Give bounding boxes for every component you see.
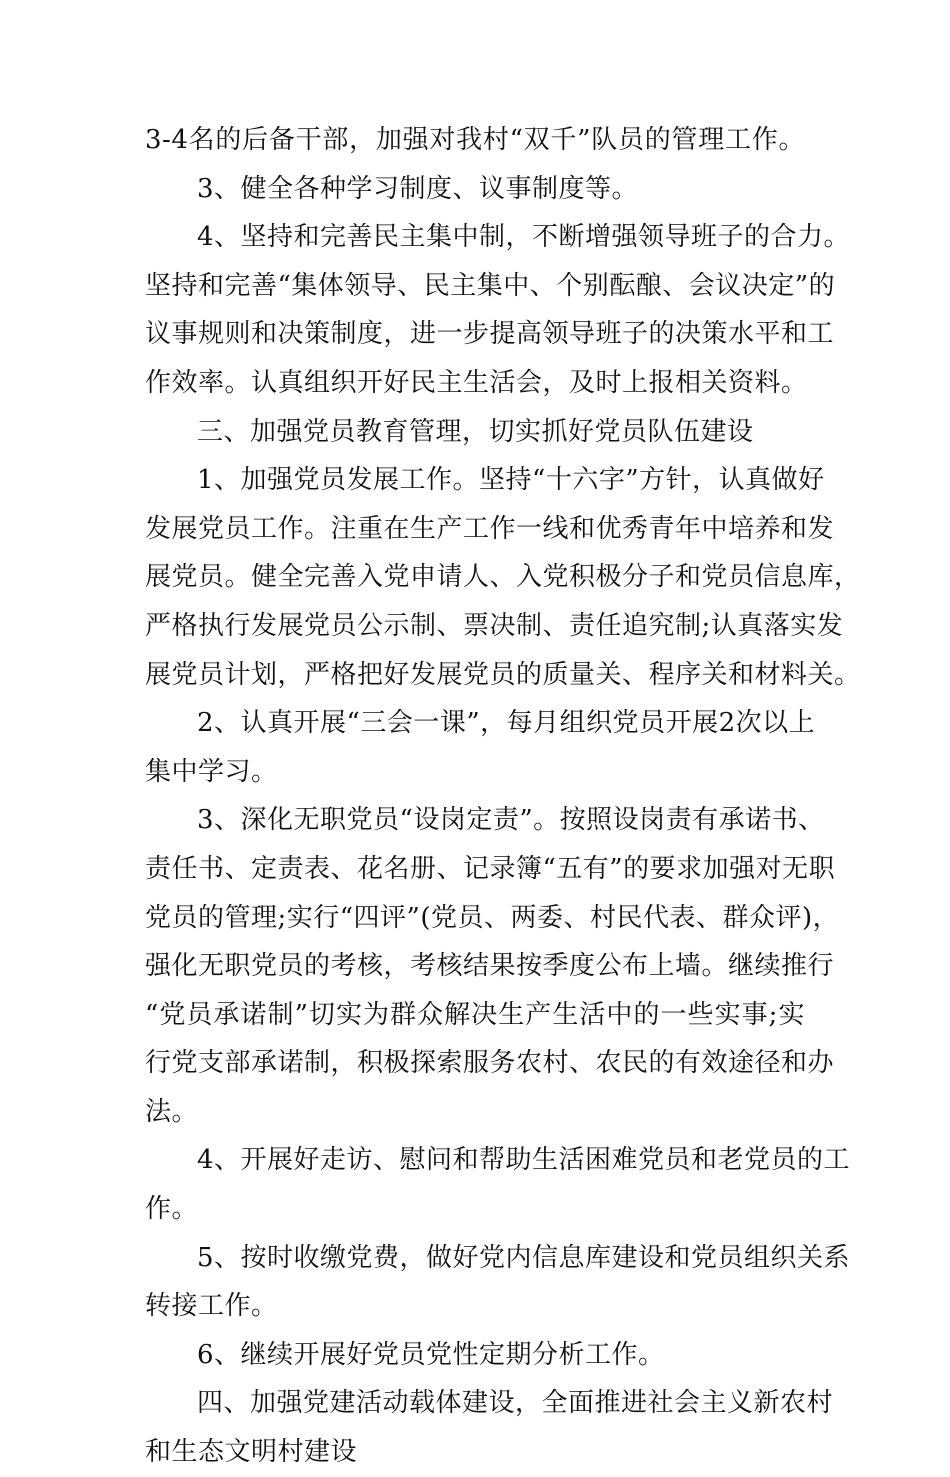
text-line: 议事规则和决策制度，进一步提高领导班子的决策水平和工 <box>145 319 835 350</box>
text-line: 集中学习。 <box>145 756 278 787</box>
text-line: 5、按时收缴党费，做好党内信息库建设和党员组织关系 <box>197 1242 851 1273</box>
text-line: 展党员计划，严格把好发展党员的质量关、程序关和材料关。 <box>145 659 861 690</box>
text-line: 作。 <box>145 1194 199 1225</box>
text-line: 作效率。认真组织开好民主生活会，及时上报相关资料。 <box>145 367 808 398</box>
text-line: 3-4名的后备干部，加强对我村“双千”队员的管理工作。 <box>145 125 805 155</box>
text-line: 四、加强党建活动载体建设，全面推进社会主义新农村 <box>197 1388 834 1419</box>
text-line: 强化无职党员的考核，考核结果按季度公布上墙。继续推行 <box>145 951 835 982</box>
text-line: 3、深化无职党员“设岗定责”。按照设岗责有承诺书、 <box>197 805 825 836</box>
text-line: 发展党员工作。注重在生产工作一线和优秀青年中培养和发 <box>145 513 835 544</box>
text-line: 责任书、定责表、花名册、记录簿“五有”的要求加强对无职 <box>145 853 836 884</box>
text-line: 4、开展好走访、慰问和帮助生活困难党员和老党员的工 <box>197 1145 851 1176</box>
text-line: 坚持和完善“集体领导、民主集中、个别酝酿、会议决定”的 <box>145 270 836 301</box>
text-line: 2、认真开展“三会一课”，每月组织党员开展2次以上 <box>197 708 816 739</box>
text-line: 法。 <box>145 1096 199 1127</box>
text-line: “党员承诺制”切实为群众解决生产生活中的一些实事;实 <box>145 999 805 1030</box>
text-line: 3、健全各种学习制度、议事制度等。 <box>197 173 639 204</box>
text-line: 转接工作。 <box>145 1291 278 1322</box>
text-line: 三、加强党员教育管理，切实抓好党员队伍建设 <box>197 416 754 447</box>
text-line: 行党支部承诺制，积极探索服务农村、农民的有效途径和办 <box>145 1048 835 1079</box>
text-line: 党员的管理;实行“四评”(党员、两委、村民代表、群众评)， <box>145 902 840 933</box>
document-page <box>145 116 861 1477</box>
text-line: 1、加强党员发展工作。坚持“十六字”方针，认真做好 <box>197 465 825 496</box>
text-line: 和生态文明村建设 <box>145 1437 358 1468</box>
text-line: 6、继续开展好党员党性定期分析工作。 <box>197 1339 665 1370</box>
text-line: 展党员。健全完善入党申请人、入党积极分子和党员信息库， <box>145 562 861 593</box>
text-line: 4、坚持和完善民主集中制，不断增强领导班子的合力。 <box>197 222 851 253</box>
text-line: 严格执行发展党员公示制、票决制、责任追究制;认真落实发 <box>145 610 844 641</box>
